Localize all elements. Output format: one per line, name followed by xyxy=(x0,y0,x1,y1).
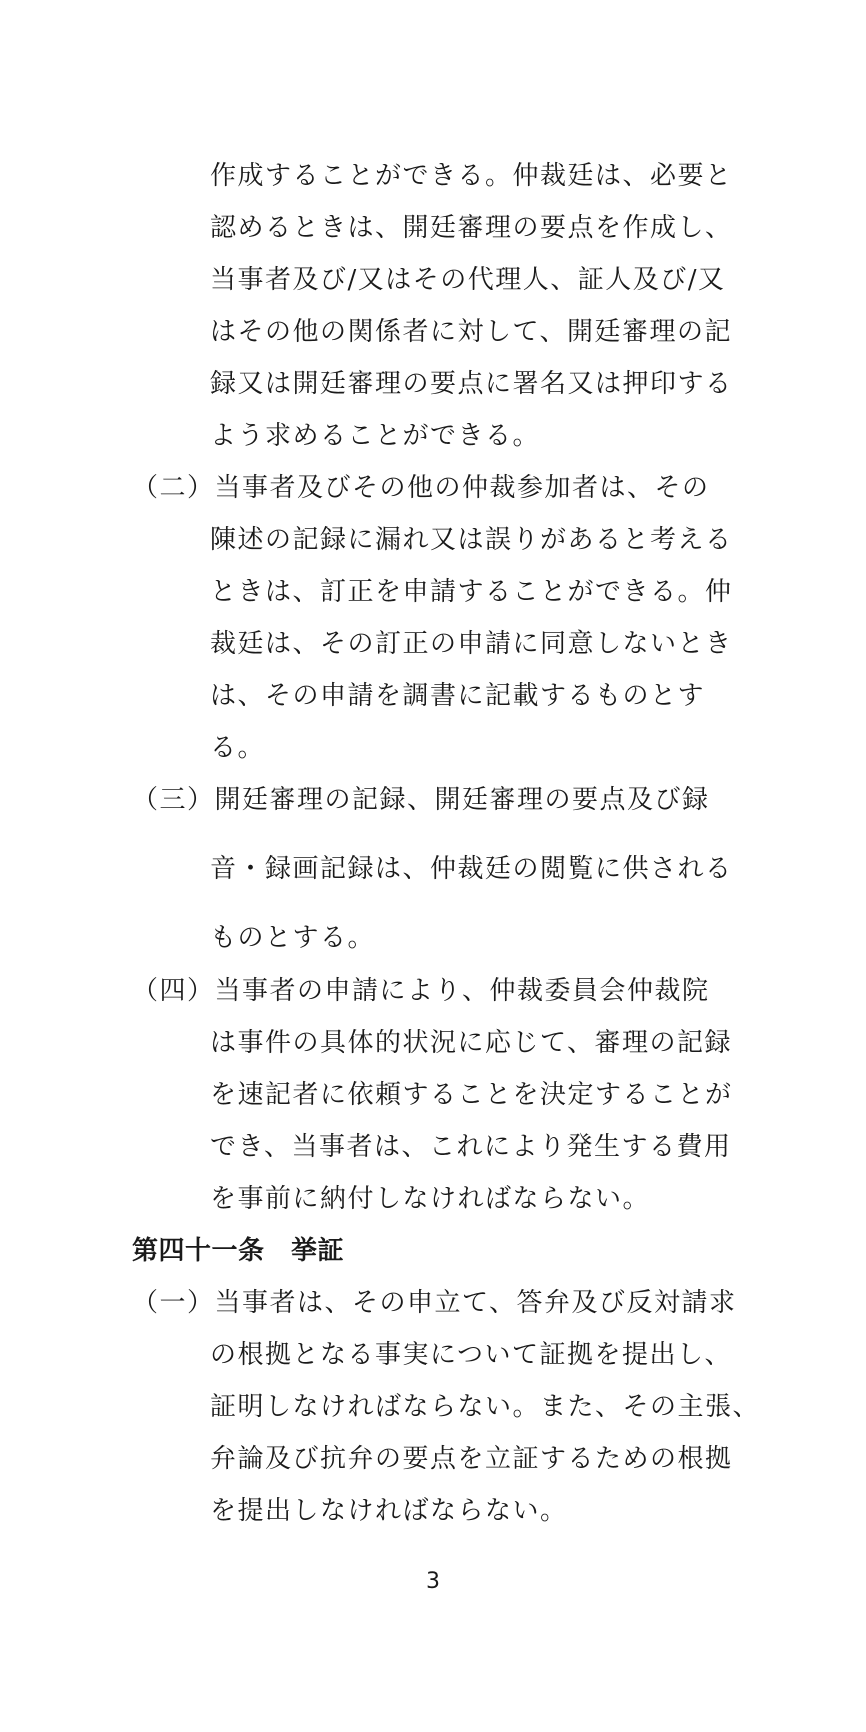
continuation-line: 録又は開廷審理の要点に署名又は押印する xyxy=(210,369,733,399)
article-item-1-line: を提出しなければならない。 xyxy=(210,1496,568,1526)
page-number: 3 xyxy=(426,1569,440,1594)
article-item-1-line: （一）当事者は、その申立て、答弁及び反対請求 xyxy=(132,1288,737,1318)
item-2-line: 陳述の記録に漏れ又は誤りがあると考える xyxy=(210,525,733,555)
item-3-line: ものとする。 xyxy=(210,923,376,953)
article-item-1-line: 弁論及び抗弁の要点を立証するための根拠 xyxy=(210,1444,733,1474)
article-item-1-line: の根拠となる事実について証拠を提出し、 xyxy=(210,1340,732,1370)
item-4-line: を速記者に依頼することを決定することが xyxy=(210,1080,733,1110)
item-3-line: （三）開廷審理の記録、開廷審理の要点及び録 xyxy=(132,785,710,815)
item-2-line: る。 xyxy=(210,733,266,763)
item-4-line: を事前に納付しなければならない。 xyxy=(210,1184,651,1214)
continuation-line: よう求めることができる。 xyxy=(210,421,541,451)
continuation-line: 作成することができる。仲裁廷は、必要と xyxy=(210,161,733,191)
article-heading: 第四十一条 挙証 xyxy=(132,1236,345,1266)
article-item-1-line: 証明しなければならない。また、その主張、 xyxy=(210,1392,761,1422)
item-2-line: は、その申請を調書に記載するものとす xyxy=(210,681,706,711)
continuation-line: 当事者及び/又はその代理人、証人及び/又 xyxy=(210,265,726,295)
item-2-line: （二）当事者及びその他の仲裁参加者は、その xyxy=(132,473,710,503)
continuation-line: はその他の関係者に対して、開廷審理の記 xyxy=(210,317,732,347)
item-3-line: 音・録画記録は、仲裁廷の閲覧に供される xyxy=(210,854,733,884)
item-2-line: ときは、訂正を申請することができる。仲 xyxy=(210,577,733,607)
item-4-line: は事件の具体的状況に応じて、審理の記録 xyxy=(210,1028,732,1058)
continuation-line: 認めるときは、開廷審理の要点を作成し、 xyxy=(210,213,733,243)
item-4-line: （四）当事者の申請により、仲裁委員会仲裁院 xyxy=(132,976,710,1006)
item-2-line: 裁廷は、その訂正の申請に同意しないとき xyxy=(210,629,733,659)
item-4-line: でき、当事者は、これにより発生する費用 xyxy=(210,1132,732,1162)
